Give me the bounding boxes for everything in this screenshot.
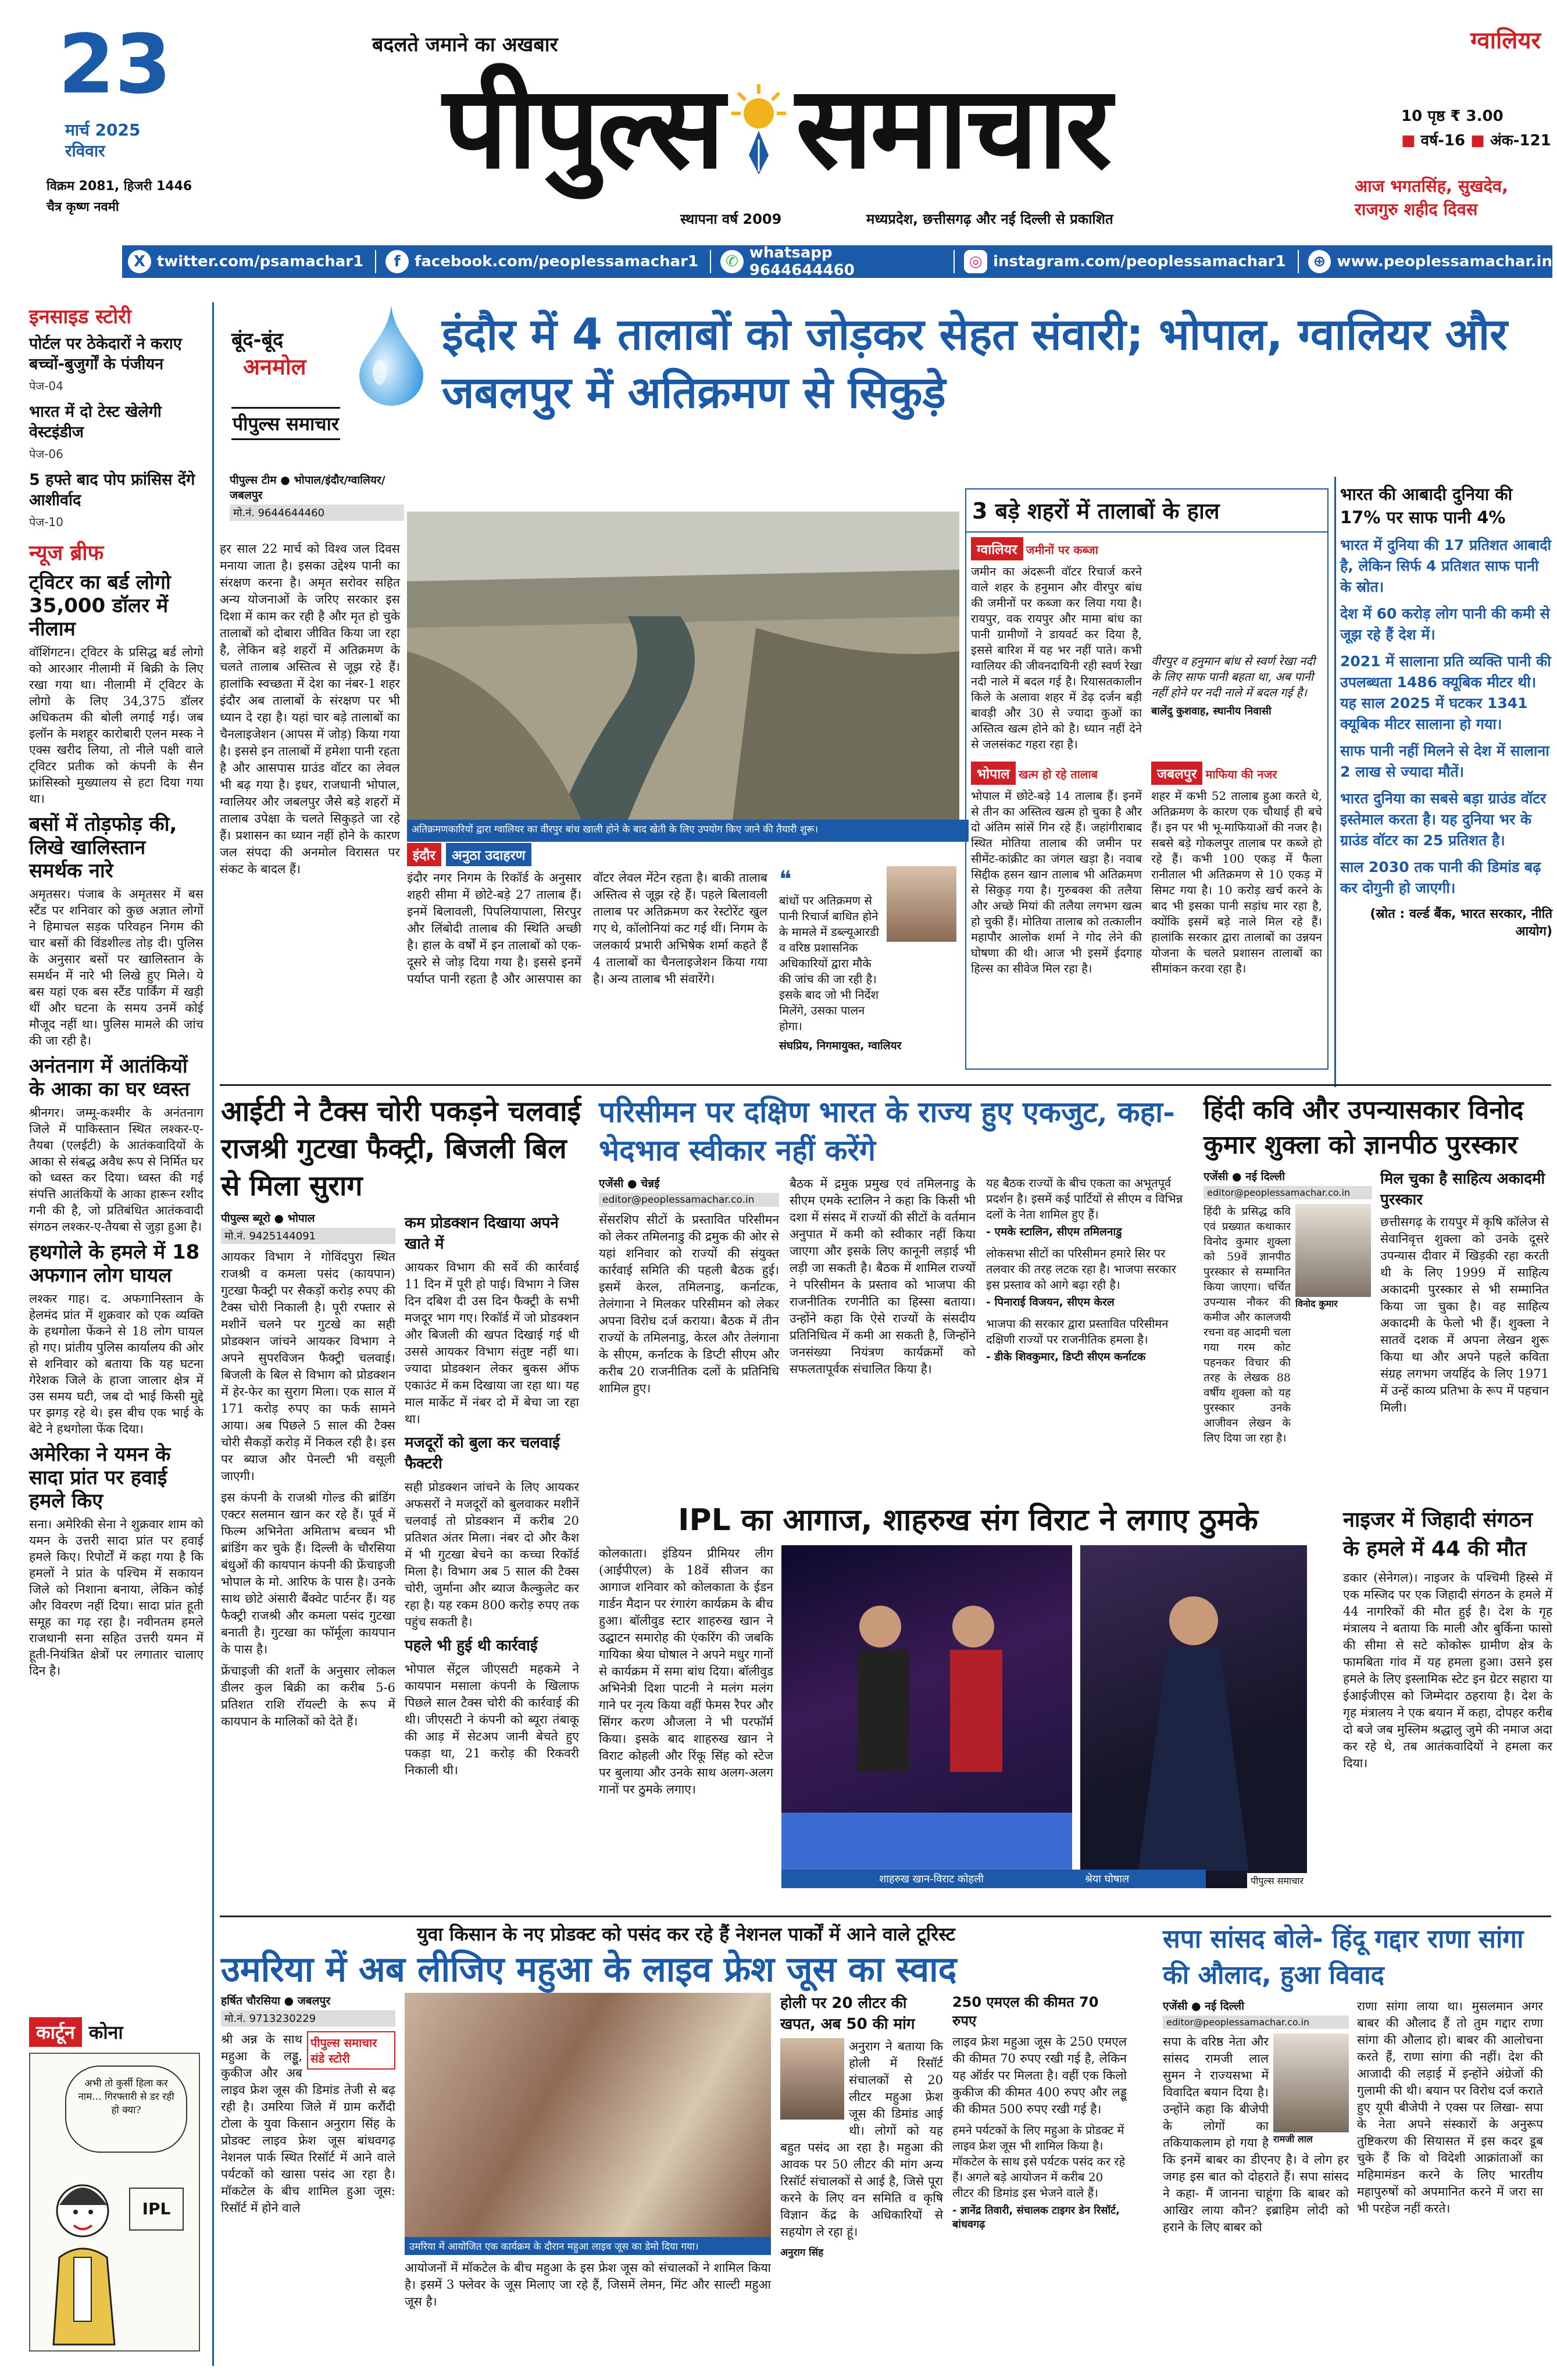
title-right: समाचार [795,62,1110,194]
fact-item: भारत में दुनिया की 17 प्रतिशत आबादी है, लेकिन सिर्फ 4 प्रतिशत साफ पानी के स्रोत। [1340,537,1552,595]
mahua-quote: हमने पर्यटकों के लिए महुआ के प्रोडक्ट में लाइव फ्रेश जूस भी शामिल किया है। मॉकटेल के साथ इसे पर्यटक पसंद कर रहे हैं। अगले बड़े आयोजन में करीब 20 लीटर की डिमांड इस भेजने वाले हैं। [952,2123,1126,2200]
jabalpur-text: शहर में कभी 52 तालाब हुआ करते थे, अतिक्रमण के कारण एक चौथाई ही बचे हैं। इन पर भी भू-माफियाओं की नजर है। सबसे बड़े गोकलपुर तालाब पर कब्जे हो रहे हैं। कभी 100 एकड़ में फैला रानीताल भी अतिक्रमण से 10 एकड़ में सिमट गया है। 10 करोड़ खर्च करने के बाद भी इसका पानी सड़ांध मार रहा है, क्योंकि इसमें बड़े नाले मिल रहे हैं। हालांकि सरकार द्वारा तालाबों का उन्नयन योजना के चलते प्रशासन तालाबों का सीमांकन करवा रहा है। [1151,789,1322,975]
cartoon-panel [29,2053,200,2352]
brief-headline: ट्विटर का बर्ड लोगो 35,000 डॉलर में नीलाम [29,571,171,641]
twitter-link[interactable]: twitter.com/psamachar1 [156,253,364,270]
mahua-special: पीपुल्स समाचार संडे स्टोरी [307,2031,395,2070]
delim-quote1-by: - एमके स्टालिन, सीएम तमिलनाडु [986,1225,1122,1238]
brief-headline: बसों में तोड़फोड़ की, लिखे खालिस्तान समर्थक नारे [29,813,177,882]
website-link[interactable]: www.peoplessamachar.in [1337,253,1552,270]
tagline: बदलते जमाने का अखबार [372,33,558,56]
pen-nib-icon [727,78,791,177]
edition: ग्वालियर [1470,27,1541,54]
lead-brand [220,302,435,453]
ipl-photo-1 [781,1545,1072,1888]
inside-item[interactable] [29,334,203,394]
whatsapp-link[interactable]: whatsapp 9644644460 [749,244,855,279]
indore-tag: इंदौर [407,843,441,866]
brief-text: अमृतसर। पंजाब के अमृतसर में बस स्टैंड पर शनिवार को कुछ अज्ञात लोगों ने हिमाचल सड़क परिवहन निगम की चार बसों की विंडशील्ड तोड़ दी। पुलिस के अनुसार बसों पर खालिस्तान के समर्थन में नारे भी लिखे हुए मिले। ये बस यहां एक बस स्टैंड पार्किंग में खड़ी थीं और घटना के समय उनमें कोई मौजूद नहीं था। पुलिस मामले की जांच की जा रही है। [29,887,203,1048]
lead-photo-caption: अतिक्रमणकारियों द्वारा ग्वालियर का वीरपुर बांध खाली होने के बाद खेती के लिए उपयोग किए जाने की तैयारी शुरू। [407,820,969,842]
jnana-email: editor@peoplessamachar.co.in [1204,1186,1372,1199]
brief-title: न्यूज ब्रीफ [29,541,104,565]
facebook-icon: f [385,250,409,273]
sp-text1: सपा के वरिष्ठ नेता और सांसद रामजी लाल सुमन ने राज्यसभा में विवादित बयान दिया है। उन्होंने कहा कि बीजेपी के लोगों का तकियाकलाम हो गया है कि इनमें बाबर का डीएनए है। वे लोग हर जगह इस बात को दोहराते हैं। सपा सांसद ने कहा- मैं जानना चाहूंगा कि बाबर को आखिर लाया कौन? इब्राहिम लोदी को हराने के लिए बाबर को [1163,2035,1349,2234]
cartoon-bubble: अभी तो कुर्सी हिला कर नाम... गिरफ्तारी से डर रही हो क्या? [65,2065,187,2153]
inside-item-page: पेज-04 [29,379,63,393]
ipl-photo-2 [1080,1545,1307,1888]
it-sub3-text: भोपाल सेंट्रल जीएसटी महकमे ने कायपान मसाला कंपनी के खिलाफ पिछले साल टैक्स चोरी की कार्रवाई की थी। जीएसटी ने कंपनी को ब्यूरा तंबाकू की आड़ में सेटअप जानी बेचते हुए पकड़ा था, 21 करोड़ की रिकवरी निकाली थी। [405,1662,579,1777]
mahua-photo-caption: उमरिया में आयोजित एक कार्यक्रम के दौरान महुआ लाइव जूस का डेमो दिया गया। [405,2237,771,2255]
issue: अंक-121 [1490,132,1551,149]
mahua-text1: श्री अन्न के साथ महुआ के लड्डू, कुकीज और अब लाइव फ्रेश जूस की डिमांड तेजी से बढ़ रही है। उमरिया जिले में ग्राम करौंदी टोला के युवा किसान अनुराग सिंह के प्रोडक्ट लाइव फ्रेश जूस बांधवगढ़ नेशनल पार्क स्थित रिसॉर्ट में आने वाले पर्यटकों को खासा पसंद आ रहा है। मॉकटेल के बीच शामिल हुआ जूस: रिसॉर्ट में होने वाले [221,2032,395,2215]
it-byline: पीपुल्स ब्यूरो ● भोपाल [221,1212,315,1225]
jnana-sub: मिल चुका है साहित्य अकादमी पुरस्कार [1380,1170,1545,1209]
twitter-icon: X [128,250,151,273]
fact-item: देश में 60 करोड़ लोग पानी की कमी से जूझ रहे हैं देश में। [1340,605,1550,643]
fact-item: साल 2030 तक पानी की डिमांड बढ़ कर दोगुनी हो जाएगी। [1340,859,1541,896]
stage-performers [781,1545,1072,1871]
sp-headline: सपा सांसद बोले- हिंदू गद्दार राणा सांगा की औलाद, हुआ विवाद [1163,1924,1524,1990]
lead-mobile: मो.नं. 9644644460 [230,505,404,521]
it-sub2: मजदूरों को बुला कर चलवाई फैक्टरी [405,1434,560,1473]
weekday: रविवार [65,141,105,160]
story-jnanpith [1204,1093,1552,1500]
water-facts [1340,483,1552,1081]
sp-byline: एजेंसी ● नई दिल्ली [1163,2000,1245,2013]
jnana-text1: हिंदी के प्रसिद्ध कवि एवं प्रख्यात कथाकार विनोद कुमार शुक्ला को 59वें ज्ञानपीठ पुरस्कार से सम्मानित किया जाएगा। चर्चित उपन्यास नौकर की कमीज और कालजयी रचना वह आदमी चला गया गरम कोट पहनकर विचार की तरह के लेखक 88 वर्षीय शुक्ला को यह पुरस्कार उनके आजीवन लेखन के लिए दिया जा रहा है। [1204,1205,1291,1445]
niger-text: डकार (सेनेगल)। नाइजर के पश्चिमी हिस्से में एक मस्जिद पर एक जिहादी संगठन के हमले में 44 नागरिकों की मौत हुई है। देश के गृह मंत्रालय ने बताया कि माली और बुर्किना फासो की सीमा से सटे कोकोरू ग्रामीण क्षेत्र के फामबिता गांव में यह हमला हुआ। उसने इस हमले के लिए इस्लामिक स्टेट इन ग्रेटर सहारा या ईआईजीएस को जिम्मेदार ठहराया है। देश के गृह मंत्रालय ने एक बयान में कहा, दोपहर करीब दो बजे जब मुस्लिम श्रद्धालु जुमे की नमाज अदा कर रहे थे, तब आतंकवादियों ने हमला कर दिया। [1343,1571,1552,1770]
ipl-credit: पीपुल्स समाचार [1247,1873,1307,1888]
niger-headline: नाइजर में जिहादी संगठन के हमले में 44 की मौत [1343,1508,1533,1561]
jabalpur-sub: माफिया की नजर [1205,767,1277,781]
fact-item: साफ पानी नहीं मिलने से देश में सालाना 2 लाख से ज्यादा मौतें। [1340,742,1549,780]
delim-text1: सेंसरशिप सीटों के प्रस्तावित परिसीमन को लेकर तमिलनाडु की द्रमुक की ओर से यहां शनिवार को राज्यों की संयुक्त कार्रवाई समिति की पहली बैठक हुई। इसमें केरल, तमिलनाडु, कर्नाटक, तेलंगाना ने मिलकर परिसीमन को लेकर अपना विरोध दर्ज कराया। बैठक में तीन राज्यों के तमिलनाडु, केरल और तेलंगाना के सीएम, कर्नाटक के डिप्टी सीएम और करीब 20 राजनीतिक दलों के प्रतिनिधि शामिल हुए। [599,1213,779,1395]
social-bar [122,245,1552,278]
square-bullet-icon: ■ [1401,132,1416,149]
brief-item [29,1443,203,1679]
water-drop-icon [353,302,429,407]
sp-text2: राणा सांगा लाया था। मुसलमान अगर बाबर की औलाद हैं तो तुम गद्दार राणा सांगा की औलाद हो। बाबर की आलोचना करते हैं, राणा सांगा की नहीं। देश की आजादी की लड़ाई में इन्होंने अंग्रेजों की गुलामी की थी। बयान पर विरोध दर्ज कराते हुए यूपी बीजेपी ने एक्स पर लिखा- सपा के नेता अपने संस्कारों के अनुरूप तुष्टिकरण की सियासत में इस कदर डूब चुके हैं कि वो विदेशी आक्रांताओं का महिमामंडन करने के लिए भारतीय महापुरुषों को अपमानित करने में जरा सा भी परहेज नहीं करते। [1357,1999,1543,2215]
mahua-text2: आयोजनों में मॉकटेल के बीच महुआ के इस फ्रेश जूस को संचालकों ने शामिल किया है। इसमें 3 फ्लेवर के जूस मिलाए जा रहे हैं, जिसमें लेमन, मिंट और साल्टी महुआ जूस है। [405,2261,771,2308]
it-sub1-text: आयकर विभाग की सर्वे की कार्रवाई 11 दिन में पूरी हो पाई। विभाग ने जिस दिन दबिश दी उस दिन फैक्ट्री के सभी मजदूर भाग गए। रिकॉर्ड में जो प्रोडक्शन और बिजली की खपत दिखाई गई थी उससे आयकर विभाग संतुष्ट नहीं था। ज्यादा प्रोडक्शन लेकर बुकस ऑफ एकाउंट में कम दिखाया जा रहा था। यह माल मार्केट में नंबर दो में बेचा जा रहा था। [405,1260,579,1426]
cartoon-title: कार्टून [29,2017,82,2047]
tithi: चैत्र कृष्ण नवमी [47,200,119,215]
instagram-icon: ◎ [964,250,987,273]
brief-text: सना। अमेरिकी सेना ने शुक्रवार शाम को यमन के उत्तरी सादा प्रांत पर हवाई हमले किए। रिपोर्टों में कहा गया है कि हमलों ने प्रांत के पश्चिम में सकायन जिले को निशाना बनाया, लेकिन कोई और विवरण नहीं दिया। सादा प्रांत हूती समूह का गढ़ रहा है। नवीनतम हमले राजधानी सना सहित उत्तरी यमन में हूती-नियंत्रित क्षेत्रों पर लगातार चालाए दिन है। [29,1517,203,1678]
brief-headline: अमेरिका ने यमन के सादा प्रांत पर हवाई हमले किए [29,1443,171,1513]
jnana-headline: हिंदी कवि और उपन्यासकार विनोद कुमार शुक्ला को ज्ञानपीठ पुरस्कार [1204,1095,1524,1160]
gwalior-quote: वीरपुर व हनुमान बांध से स्वर्ण रेखा नदी के लिए साफ पानी बहता था, अब पानी नहीं होने पर नदी नाले में बदल गई है। [1151,654,1316,699]
indore-sub: अनुठा उदाहरण [446,843,531,866]
lead-byline-text: पीपुल्स टीम ● भोपाल/इंदौर/ग्वालियर/जबलपुर [230,474,385,502]
bhopal-text: भोपाल में छोटे-बड़े 14 तालाब हैं। इनमें से तीन का अस्तित्व खत्म हो चुका है और दो अंतिम सांसें गिन रहे हैं। जहांगीराबाद स्थित मोतिया तालाब की जमीन पर सीमेंट-कांक्रीट का जंगल खड़ा है। नवाब सिद्दीक हसन खान तालाब भी अतिक्रमण से सिकुड़ गया है। गुरुबक्श की तलैया और अच्छे मियां की तलैया लगभग खत्म हो चुकी हैं। मोतिया तालाब को तत्कालीन महापौर आलोक शर्मा ने गोद लेने की घोषणा की थी। आज भी इसमें ईदगाह हिल्स का सीवेज मिल रहा है। [971,789,1142,975]
jabalpur-tag: जबलपुर [1151,762,1202,785]
inside-item-page: पेज-06 [29,447,63,461]
date-day: 23 [58,17,172,112]
ipl-cap-1: शाहरुख खान-विराट कोहली [781,1870,1081,1888]
lead-photo [407,512,959,837]
portrait-photo [887,866,956,942]
brief-text: श्रीनगर। जम्मू-कश्मीर के अनंतनाग जिले में पाकिस्तान स्थित लश्कर-ए-तैयबा (एलईटी) के आतंकवादियों के आका से संबद्ध अवैध रूप से निर्मित घर को ध्वस्त कर दिया। ध्वस्त की गई संपत्ति आतंकियों के आका हारून रशीद गनी की है, जो प्रतिबंधित आतंकवादी संगठन लश्कर-ए-तैयबा से जुड़ा हुआ है। [29,1106,203,1234]
masthead [0,0,1557,262]
mahua-mobile: मो.नं. 9713230229 [221,2010,395,2027]
title-left: पीपुल्स [442,62,723,194]
gwalior-tag: ग्वालियर [971,537,1023,560]
lead-byline [230,472,404,524]
brief-item [29,1055,203,1235]
inside-title: इनसाइड स्टोरी [29,305,131,328]
mahua-person: अनुराग सिंह [780,2247,824,2259]
delim-quote2: लोकसभा सीटों का परिसीमन हमारे सिर पर तलवार की तरह लटक रहा है। भाजपा सरकार इस प्रस्ताव को आगे बढ़ा रही है। [986,1246,1176,1292]
inside-item-page: पेज-10 [29,515,63,529]
story-niger [1343,1506,1552,1907]
brief-item [29,1241,203,1437]
volume-issue [1401,129,1552,150]
mahua-sub1: होली पर 20 लीटर की खपत, अब 50 की मांग [780,1995,915,2033]
fact-item: 2021 में सालाना प्रति व्यक्ति पानी की उपलब्धता 1486 क्यूबिक मीटर थी। यह साल 2025 में घटकर 1341 क्यूबिक मीटर सालाना हो गया। [1340,653,1551,732]
gwalior-text: जमीन का अंदरूनी वॉटर रिचार्ज करने वाले शहर के हनुमान और वीरपुर बांध की जमीनों पर कब्जा कर लिया गया है। रायपुर, वक रायपुर और मामा बांध का पानी ग्रामीणों ने डायवर्ट कर दिया है, इससे बारिश में यह भर नहीं पाते। कभी ग्वालियर की जीवनदायिनी रही स्वर्ण रेखा नदी नाले में बदल गई है। रियासतकालीन किले के अलावा शहर में डेढ़ दर्जन बड़ी बावड़ी और 30 से ज्यादा कुओं का अस्तित्व खत्म होने को है। ध्यान नहीं देने से जलसंकट गहरा रहा है। [971,564,1142,751]
mahua-sub2: 250 एमएल की कीमत 70 रुपए [952,1994,1099,2029]
lake-photo [407,512,959,820]
gwalior-sub: जमीनों पर कब्जा [1026,543,1098,557]
inside-item[interactable] [29,402,203,462]
instagram-link[interactable]: instagram.com/peoplessamachar1 [993,253,1286,270]
cartoon-subtitle: कोना [88,2021,123,2043]
it-text1: आयकर विभाग ने गोविंदपुरा स्थित राजश्री व कमला पसंद (कायपान) गुटखा फैक्ट्री पर सैकड़ों करोड़ रुपए की टैक्स चोरी निकाली है। पूरी रफ्तार से मशीनें चलने पर गुटखे का सही प्रोडक्शन जांचने आयकर विभाग ने अपने सुपरविजन फैक्ट्री चलवाई। बिजली के बिल से विभाग को प्रोडक्शन में हेर-फेर का सुराग मिला। एक साल में 171 करोड़ रुपए का फर्क सामने आया। अब पिछले 5 साल की टैक्स चोरी सैकड़ों करोड़ में निकल रही है। इस पर ब्याज और पेनल्टी भी वसूली जाएगी। [221,1250,395,1483]
globe-icon: ⊕ [1308,250,1331,273]
delim-quote2-by: - पिनाराई विजयन, सीएम केरल [986,1296,1115,1309]
lead-col1-text: हर साल 22 मार्च को विश्व जल दिवस मनाया जाता है। इसका उद्देश्य पानी का संरक्षण करना है। अमृत सरोवर सहित अन्य योजनाओं के जरिए सरकार इस दिशा में काम कर रही है और मृत हो चुके तालाबों को दोबारा जीवित किया जा रहा है, लेकिन बड़े शहरों में अतिक्रमण के चलते तालाब अस्तित्व से जूझ रहे हैं। हालांकि स्वच्छता में देश का नंबर-1 शहर इंदौर अब तालाबों के संरक्षण पर भी ध्यान दे रहा है। यहां चार बड़े तालाबों का चैनलाइजेशन (आपस में जोड़) किया गया है। इससे इन तालाबों में हमेशा पानी रहता है और आसपास ग्राउंड वॉटर का लेवल भी बढ़ गया है। इधर, राजधानी भोपाल, ग्वालियर और जबलपुर जैसे बड़े शहरों में तालाब उपेक्षा के चलते सिकुड़ते जा रहे हैं। प्रशासन का ध्यान नहीं होने के कारण जल संपदा की अनमोल विरासत पर संकट के बादल हैं। [220,542,400,876]
sp-email: editor@peoplessamachar.co.in [1163,2016,1349,2029]
inside-item-text: पोर्टल पर ठेकेदारों ने कराए बच्चों-बुजुर्गों के पंजीयन [29,335,182,373]
quote-box [779,866,956,1064]
mahua-sub2-text: लाइव फ्रेश महुआ जूस के 250 एमएल की कीमत 70 रुपए रखी गई है, लेकिन यह ऑर्डर पर मिलता है। वहीं एक किलो कुकीज की कीमत 400 रुपए और लड्डू की कीमत 500 रुपए रखी गई है। [952,2035,1127,2116]
jnana-photo [1295,1204,1371,1450]
bhopal-tag: भोपाल [971,762,1016,785]
brief-item [29,571,203,807]
lead-brand-top: बूंद-बूंद [231,328,284,352]
singer-figure [1080,1545,1307,1871]
fact-source: (स्रोत : वर्ल्ड बैंक, भारत सरकार, नीति आयोग) [1370,907,1552,939]
sp-photo-label: रामजी लाल [1273,2134,1313,2145]
mahua-byline: हर्षित चौरसिया ● जबलपुर [221,1995,331,2007]
indore-box [407,843,959,1070]
indore-text: इंदौर नगर निगम के रिकॉर्ड के अनुसार शहरी सीमा में छोटे-बड़े 27 तालाब हैं। इनमें बिलावली, पिपलियापाला, सिरपुर और लिंबोदी तालाब की स्थिति अच्छी है। हाल के वर्षों में इन तालाबों को एक-दूसरे से जोड़ दिया गया है। इससे इनमें पर्याप्त पानी रहता है और आसपास का वॉटर लेवल मेंटेन रहता है। बाकी तालाब अस्तित्व से जूझ रहे हैं। पहले बिलावली तालाब पर अतिक्रमण कर रेस्टोरेंट खुल गए थे, कॉलोनियां कट गई थीं। निगम के जलकार्य प्रभारी अभिषेक शर्मा कहते हैं 4 तालाबों का चैनलाइजेशन किया गया है। अन्य तालाब भी संवारेंगे। [407,871,767,986]
masthead-title [273,52,1279,203]
delim-quote3-by: - डीके शिवकुमार, डिप्टी सीएम कर्नाटक [986,1350,1146,1363]
story-mahua [221,1921,1151,2375]
brief-item [29,813,203,1049]
fact-item: भारत दुनिया का सबसे बड़ा ग्राउंड वॉटर इस्तेमाल करता है। यह दुनिया भर के ग्राउंड वॉटर का 25 प्रतिशत है। [1340,790,1547,849]
ipl-text: कोलकाता। इंडियन प्रीमियर लीग (आईपीएल) के 18वें सीजन का आगाज शनिवार को कोलकाता के ईडन गार्डन मैदान पर रंगारंग कार्यक्रम के बीच हुआ। बॉलीवुड स्टार शाहरुख खान ने उद्घाटन समारोह की एंकरिंग की जबकि गायिका श्रेया घोषाल ने अपने मधुर गानों से कार्यक्रम में समा बांध दिया। बॉलीवुड अभिनेत्री दिशा पाटनी ने मलंग मलंग गाने पर नृत्य किया वहीं फेमस रैपर और सिंगर करण औजला ने भी परफॉर्म किया। इसके बाद शाहरुख खान ने विराट कोहली और रिंकू सिंह को स्टेज पर बुलाया और उनके साथ अलग-अलग गानों पर ठुमके लगाए। [599,1546,773,1796]
story-sp [1163,1921,1552,2375]
brief-headline: अनंतनाग में आतंकियों के आका का घर ध्वस्त [29,1055,190,1101]
lead-col1 [220,541,400,936]
delim-quote1: यह बैठक राज्यों के बीच एकता का अभूतपूर्व प्रदर्शन है। इसमें कई पार्टियों से सीएम व विभिन्न दलों के नेता शामिल हुए हैं। [986,1176,1183,1221]
mahua-photo [405,1993,771,2237]
quote-icon: ❝ [779,866,792,893]
published: मध्यप्रदेश, छत्तीसगढ़ और नई दिल्ली से प्रकाशित [866,211,1113,227]
story-ipl [599,1500,1337,1907]
whatsapp-icon: ✆ [720,250,744,273]
it-sub2-text: सही प्रोडक्शन जांचने के लिए आयकर अफसरों ने मजदूरों को बुलवाकर मशीनें चलवाई तो प्रोडक्शन में करीब 20 प्रतिशत अंतर मिला। नंबर दो और कैश में भी गुटखा बेचने का कच्चा रिकॉर्ड मिला है। विभाग अब 5 साल की टैक्स चोरी, जुर्माना और ब्याज कैल्कुलेट कर रहा है। यह रकम 800 करोड़ रुपए तक पहुंच सकती है। [405,1480,579,1629]
jnana-byline: एजेंसी ● नई दिल्ली [1204,1170,1285,1183]
sp-photo [1273,2034,1349,2145]
lead-brand-bottom: पीपुल्स समाचार [231,407,340,440]
it-sub3: पहले भी हुई थी कार्रवाई [405,1637,538,1654]
brief-text: वॉशिंगटन। ट्विटर के प्रसिद्ध बर्ड लोगो को आरआर नीलामी में बिक्री के लिए रखा गया था। नीलामी में ट्विटर के लोगो के लिए 34,375 डॉलर अधिकतम की बोली लगाई गई। जब इलॉन के मशहूर कारोबारी एलन मस्क ने एक्स खरीद लिया, तो नीले पक्षी वाले ट्विटर प्रतीक को कंपनी के सैन फ्रांसिस्को मुख्यालय से हटा दिया गया था। [29,645,203,806]
fact-headline: भारत की आबादी दुनिया की 17% पर साफ पानी 4% [1340,484,1513,527]
volume: वर्ष-16 [1420,132,1466,149]
delim-byline: एजेंसी ● चेन्नई [599,1177,660,1190]
it-text2: इस कंपनी के राजश्री गोल्ड की ब्रांडिंग एक्टर सलमान खान कर रहे हैं। पूर्व में फिल्म अभिनेता अमिताभ बच्चन भी ब्रांडिंग कर चुके हैं। दिल्ली के चौरसिया बंधुओं की कायपान कंपनी की फ्रेंचाइजी भोपाल के मो. आरिफ के पास है। उनके साथ छोटे अंसारी बैंक्वेट पार्टनर हैं। यह फैक्ट्री राजश्री और कमला पसंद गुटखा बनाती है। गुटखा का फॉर्मूला कायपान के पास है। [221,1491,395,1656]
cartoon-figure-icon [42,2170,129,2345]
mahua-quote-by: - ज्ञानेंद्र तिवारी, संचालक टाइगर डेन रिसॉर्ट, बांधवगढ़ [952,2204,1120,2231]
martyrs-day: आज भगतसिंह, सुखदेव, राजगुरु शहीद दिवस [1355,176,1508,219]
bhopal-sub: खत्म हो रहे तालाब [1018,767,1098,781]
delim-headline: परिसीमन पर दक्षिण भारत के राज्य हुए एकजुट, कहा- भेदभाव स्वीकार नहीं करेंगे [599,1095,1175,1167]
ipl-cap-2: श्रेया घोषाल [1080,1870,1206,1888]
cartoon-sign: IPL [129,2188,184,2231]
lead-quote-by: संघप्रिय, निगमायुक्त, ग्वालियर [779,1039,902,1052]
mahua-person-photo [780,2038,844,2120]
lead-brand-mid: अनमोल [243,354,306,380]
cartoon-corner [29,2017,203,2360]
lead-headline: इंदौर में 4 तालाबों को जोड़कर सेहत संवारी; भोपाल, ग्वालियर और जबलपुर में अतिक्रमण से सिकुड़े [442,309,1508,418]
jnana-photo-label: विनोद कुमार [1295,1298,1338,1309]
inside-item-text: 5 हफ्ते बाद पोप फ्रांसिस देंगे आशीर्वाद [29,471,195,509]
story-delimitation [599,1093,1192,1500]
gwalior-quote-by: बालेंदु कुशवाह, स्थानीय निवासी [1151,705,1272,717]
inside-item[interactable] [29,470,203,530]
lead-quote-text: बांधों पर अतिक्रमण से पानी रिचार्ज बाधित होने के मामले में डब्ल्यूआरडी व वरिष्ठ प्रशासनिक अधिकारियों द्वारा मौके की जांच की जा रही है। इसके बाद जो भी निर्देश मिलेंगे, उसका पालन होगा। [779,894,879,1033]
delim-text2: बैठक में द्रमुक प्रमुख एवं तमिलनाडु के सीएम एमके स्टालिन ने कहा कि किसी भी दशा में संसद में राज्यों की सीटों के वर्तमान अनुपात में कमी को स्वीकार नहीं किया जाएगा और इसके लिए कानूनी लड़ाई भी लड़ी जा सकती है। बैठक में शामिल राज्यों ने परिसीमन के प्रस्ताव को भाजपा की राजनीतिक रणनीति का हिस्सा बताया। उन्होंने कहा कि ऐसे राज्यों के संसदीय प्रतिनिधित्व में कमी आ सकती है, जिन्होंने जनसंख्या नियंत्रण कार्यक्रमों को सफलतापूर्वक संचालित किया है। [790,1177,976,1376]
pages-price: 10 पृष्ठ ₹ 3.00 [1401,108,1504,125]
mahua-headline: उमरिया में अब लीजिए महुआ के लाइव फ्रेश जूस का स्वाद [221,1949,957,1990]
samvat: विक्रम 2081, हिजरी 1446 [47,179,192,194]
jnana-sub-text: छत्तीसगढ़ के रायपुर में कृषि कॉलेज से सेवानिवृत्त शुक्ला को उनके दूसरे उपन्यास दीवार में खिड़की रहा करती थी के लिए 1999 में साहित्य अकादमी पुरस्कार से भी सम्मानित किया जा चुका है। वह साहित्य अकादमी के फेलो भी हैं। शुक्ला ने सातवें दशक में अपना लेखन शुरू किया था और अपने पहले कविता संग्रह लगभग जयहिंद के लिए 1971 में उन्हें काव्य प्रतिभा के रूप में पहचान मिली। [1380,1215,1549,1414]
inside-item-text: भारत में दो टेस्ट खेलेगी वेस्टइंडीज [29,403,162,441]
brief-headline: हथगोले के हमले में 18 अफगान लोग घायल [29,1241,200,1287]
it-headline: आईटी ने टैक्स चोरी पकड़ने चलवाई राजश्री गुटखा फैक्ट्री, बिजली बिल से मिला सुराग [221,1095,581,1202]
delim-quote3: भाजपा की सरकार द्वारा प्रस्तावित परिसीमन दक्षिणी राज्यों पर राजनीतिक हमला है। [986,1317,1169,1346]
it-sub1: कम प्रोडक्शन दिखाया अपने खाते में [405,1214,559,1253]
ipl-headline: IPL का आगाज, शाहरुख संग विराट ने लगाए ठुमके [678,1503,1258,1538]
square-bullet-icon: ■ [1470,132,1485,149]
facebook-link[interactable]: facebook.com/peoplessamachar1 [415,253,699,270]
story-it [221,1093,581,1777]
brief-text: लश्कर गाह। द. अफगानिस्तान के हेलमंद प्रांत में शुक्रवार को एक व्यक्ति के हथगोला फेंकने से 18 लोग घायल हो गए। प्रांतीय पुलिस कार्यालय की ओर से शनिवार को बताया कि यह घटना गेरेशक जिले के हाजा जालार क्षेत्र में उस समय घटी, जब दो भाई किसी मुद्दे पर झगड़ रहे थे। इस बीच एक भाई के बेटे ने हथगोला फेंक दिया। [29,1292,203,1436]
lakes-title: 3 बड़े शहरों में तालाबों के हाल [966,489,1327,533]
founded: स्थापना वर्ष 2009 [680,211,782,227]
mahua-sub1-text: अनुराग ने बताया कि होली में रिसॉर्ट संचालकों से 20 लीटर महुआ फ्रेश जूस की डिमांड आई थी। लोगों को यह बहुत पसंद आ रहा है। महुआ की आवक पर 50 लीटर की मांग अन्य रिसॉर्ट संचालकों से आई है, जिसे पूरा करने के लिए वन समिति व कृषि विज्ञान केंद्र के अधिकारियों से सहयोग ले रहा हूं। [780,2039,943,2239]
lakes-box [965,488,1329,1070]
it-mobile: मो.नं. 9425144091 [221,1228,395,1244]
date-month: मार्च 2025 [65,120,141,140]
delim-email: editor@peoplessamachar.co.in [599,1193,779,1207]
mahua-kicker: युवा किसान के नए प्रोडक्ट को पसंद कर रहे हैं नेशनल पार्कों में आने वाले टूरिस्ट [417,1923,955,1945]
it-text3: फ्रेंचाइजी की शर्तों के अनुसार लोकल डीलर कुल बिक्री का करीब 5-6 प्रतिशत राशि रॉयल्टी के रूप में कायपान के मालिकों को देते हैं। [221,1664,395,1728]
